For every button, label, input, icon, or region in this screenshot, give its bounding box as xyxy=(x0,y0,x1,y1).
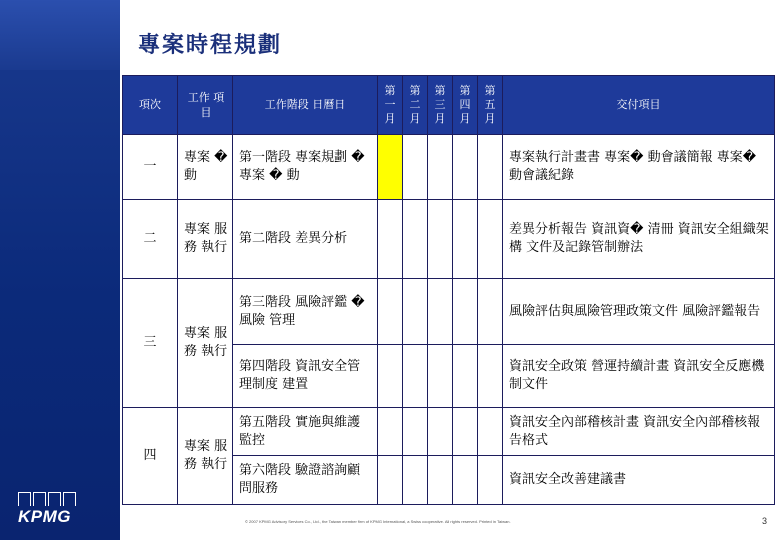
row-stage: 第二階段 差異分析 xyxy=(233,200,378,279)
schedule-cell xyxy=(453,134,478,200)
logo-boxes-icon xyxy=(18,492,98,506)
kpmg-logo xyxy=(18,492,98,532)
row-stage: 第一階段 專案規劃 � 專案 � 動 xyxy=(233,134,378,200)
row-work-item: 專案 服務 執行 xyxy=(178,408,233,505)
header-month-2: 第 二 月 xyxy=(403,76,428,135)
row-deliverables: 風險評估與風險管理政策文件 風險評鑑報告 xyxy=(503,278,775,345)
row-number: 二 xyxy=(123,200,178,279)
schedule-cell xyxy=(478,200,503,279)
table-row xyxy=(123,278,775,345)
table-header-row xyxy=(123,76,775,135)
row-work-item: 專案 服務 執行 xyxy=(178,200,233,279)
schedule-cell xyxy=(453,456,478,505)
schedule-cell xyxy=(428,408,453,456)
header-phase-no: 項次 xyxy=(123,76,178,135)
schedule-cell xyxy=(453,200,478,279)
schedule-cell xyxy=(428,456,453,505)
schedule-cell xyxy=(478,278,503,345)
row-stage: 第六階段 驗證諮詢顧問服務 xyxy=(233,456,378,505)
header-work-item: 工作 項目 xyxy=(178,76,233,135)
schedule-cell xyxy=(478,345,503,408)
schedule-cell xyxy=(428,278,453,345)
footer-copyright: © 2007 KPMG Advisory Services Co., Ltd., the Taiwan member firm of KPMG International, a Swiss cooperative. All rights reserved. Printed in Taiwan. xyxy=(245,519,511,524)
schedule-cell xyxy=(378,134,403,200)
row-deliverables: 資訊安全改善建議書 xyxy=(503,456,775,505)
schedule-cell xyxy=(453,408,478,456)
header-month-1: 第 一 月 xyxy=(378,76,403,135)
row-deliverables: 差異分析報告 資訊資� 清冊 資訊安全組織架構 文件及記錄管制辦法 xyxy=(503,200,775,279)
row-stage: 第四階段 資訊安全管理制度 建置 xyxy=(233,345,378,408)
header-month-5: 第 五 月 xyxy=(478,76,503,135)
header-month-4: 第 四 月 xyxy=(453,76,478,135)
row-work-item: 專案 � 動 xyxy=(178,134,233,200)
schedule-cell xyxy=(453,278,478,345)
schedule-table xyxy=(122,75,775,505)
table-row xyxy=(123,200,775,279)
row-stage: 第五階段 實施與維護監控 xyxy=(233,408,378,456)
table-row xyxy=(123,134,775,200)
header-deliverables: 交付項目 xyxy=(503,76,775,135)
sidebar xyxy=(0,0,120,540)
schedule-cell xyxy=(403,200,428,279)
logo-text: KPMG xyxy=(18,507,71,526)
schedule-cell xyxy=(403,134,428,200)
row-number: 一 xyxy=(123,134,178,200)
header-month-3: 第 三 月 xyxy=(428,76,453,135)
schedule-cell xyxy=(478,408,503,456)
page-title: 專案時程規劃 xyxy=(138,32,283,58)
schedule-cell xyxy=(378,200,403,279)
table-row xyxy=(123,408,775,456)
schedule-cell xyxy=(428,134,453,200)
schedule-cell xyxy=(478,456,503,505)
row-deliverables: 專案執行計畫書 專案� 動會議簡報 專案� 動會議紀錄 xyxy=(503,134,775,200)
schedule-cell xyxy=(428,200,453,279)
schedule-cell xyxy=(478,134,503,200)
schedule-cell xyxy=(378,278,403,345)
sidebar-top-band xyxy=(0,0,120,70)
row-work-item: 專案 服務 執行 xyxy=(178,278,233,407)
schedule-cell xyxy=(403,278,428,345)
page-number: 3 xyxy=(762,516,768,526)
row-stage: 第三階段 風險評鑑 � 風險 管理 xyxy=(233,278,378,345)
row-deliverables: 資訊安全內部稽核計畫 資訊安全內部稽核報告格式 xyxy=(503,408,775,456)
schedule-cell xyxy=(453,345,478,408)
row-number: 四 xyxy=(123,408,178,505)
row-deliverables: 資訊安全政策 營運持續計畫 資訊安全反應機制文件 xyxy=(503,345,775,408)
schedule-cell xyxy=(403,456,428,505)
row-number: 三 xyxy=(123,278,178,407)
header-stage: 工作階段 日曆日 xyxy=(233,76,378,135)
schedule-cell xyxy=(403,408,428,456)
schedule-cell xyxy=(378,408,403,456)
schedule-cell xyxy=(403,345,428,408)
schedule-cell xyxy=(378,345,403,408)
schedule-cell xyxy=(428,345,453,408)
schedule-cell xyxy=(378,456,403,505)
